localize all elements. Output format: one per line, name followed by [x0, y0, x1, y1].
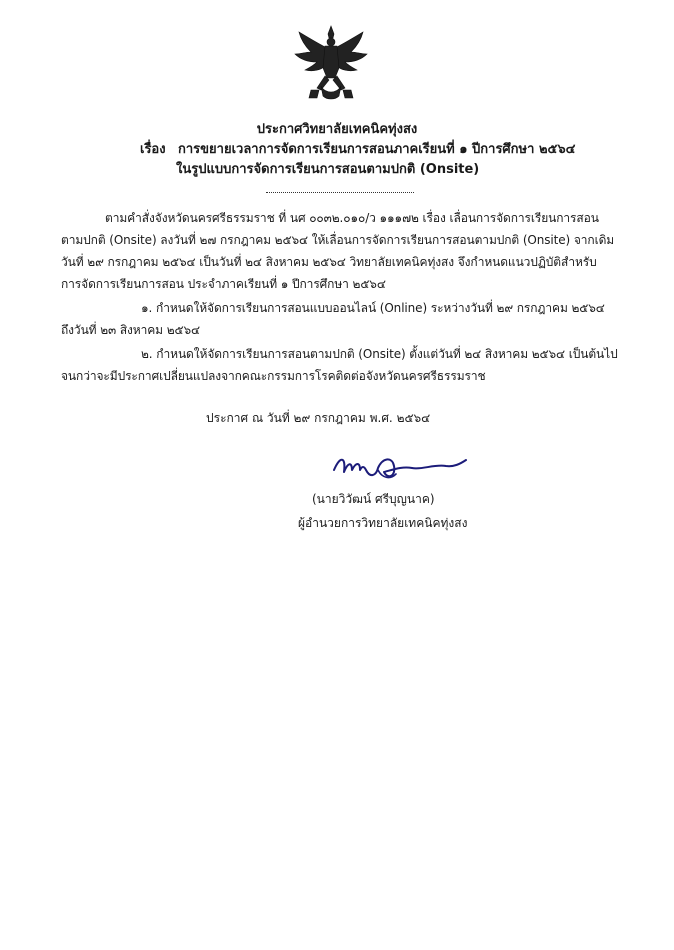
- announcement-date: ประกาศ ณ วันที่ ๒๙ กรกฎาคม พ.ศ. ๒๕๖๔: [206, 411, 431, 425]
- paragraph-2-line-1: ๑. กำหนดให้จัดการเรียนการสอนแบบออนไลน์ (Online) ระหว่างวันที่ ๒๙ กรกฎาคม ๒๕๖๔: [141, 301, 605, 315]
- garuda-emblem-icon: [291, 24, 371, 102]
- paragraph-2-line-2: ถึงวันที่ ๒๓ สิงหาคม ๒๕๖๔: [61, 323, 200, 337]
- paragraph-3-line-1: ๒. กำหนดให้จัดการเรียนการสอนตามปกติ (Onsite) ตั้งแต่วันที่ ๒๔ สิงหาคม ๒๕๖๔ เป็นต้นไป: [141, 347, 618, 361]
- subject-label: เรื่อง: [140, 142, 166, 157]
- signer-title: ผู้อำนวยการวิทยาลัยเทคนิคทุ่งสง: [298, 516, 468, 530]
- subject-line: [140, 140, 660, 160]
- signer-name: (นายวิวัฒน์ ศรีบุญนาค): [312, 492, 435, 506]
- paragraph-1-line-4: การจัดการเรียนการสอน ประจำภาคเรียนที่ ๑ ปีการศึกษา ๒๕๖๔: [61, 277, 386, 291]
- page-title: ประกาศวิทยาลัยเทคนิคทุ่งสง: [256, 122, 418, 137]
- paragraph-3-line-2: จนกว่าจะมีประกาศเปลี่ยนแปลงจากคณะกรรมการโรคติดต่อจังหวัดนครศรีธรรมราช: [61, 369, 486, 383]
- paragraph-1-line-2: ตามปกติ (Onsite) ลงวันที่ ๒๗ กรกฎาคม ๒๕๖๔ ให้เลื่อนการจัดการเรียนการสอนตามปกติ (Onsite) จากเดิม: [61, 233, 615, 247]
- dotted-divider: [266, 192, 414, 193]
- subject-text: การขยายเวลาการจัดการเรียนการสอนภาคเรียนที่ ๑ ปีการศึกษา ๒๕๖๔: [178, 142, 576, 157]
- signature-icon: [330, 448, 470, 488]
- paragraph-1-line-1: ตามคำสั่งจังหวัดนครศรีธรรมราช ที่ นศ ๐๐๓๒.๐๑๐/ว ๑๑๑๗๒ เรื่อง เลื่อนการจัดการเรียนการสอน: [105, 211, 599, 225]
- paragraph-1-line-3: วันที่ ๒๙ กรกฎาคม ๒๕๖๔ เป็นวันที่ ๒๔ สิงหาคม ๒๕๖๔ วิทยาลัยเทคนิคทุ่งสง จึงกำหนดแนวปฏิบัติสำหรับ: [61, 255, 597, 269]
- subject-line-2: ในรูปแบบการจัดการเรียนการสอนตามปกติ (Onsite): [176, 162, 480, 177]
